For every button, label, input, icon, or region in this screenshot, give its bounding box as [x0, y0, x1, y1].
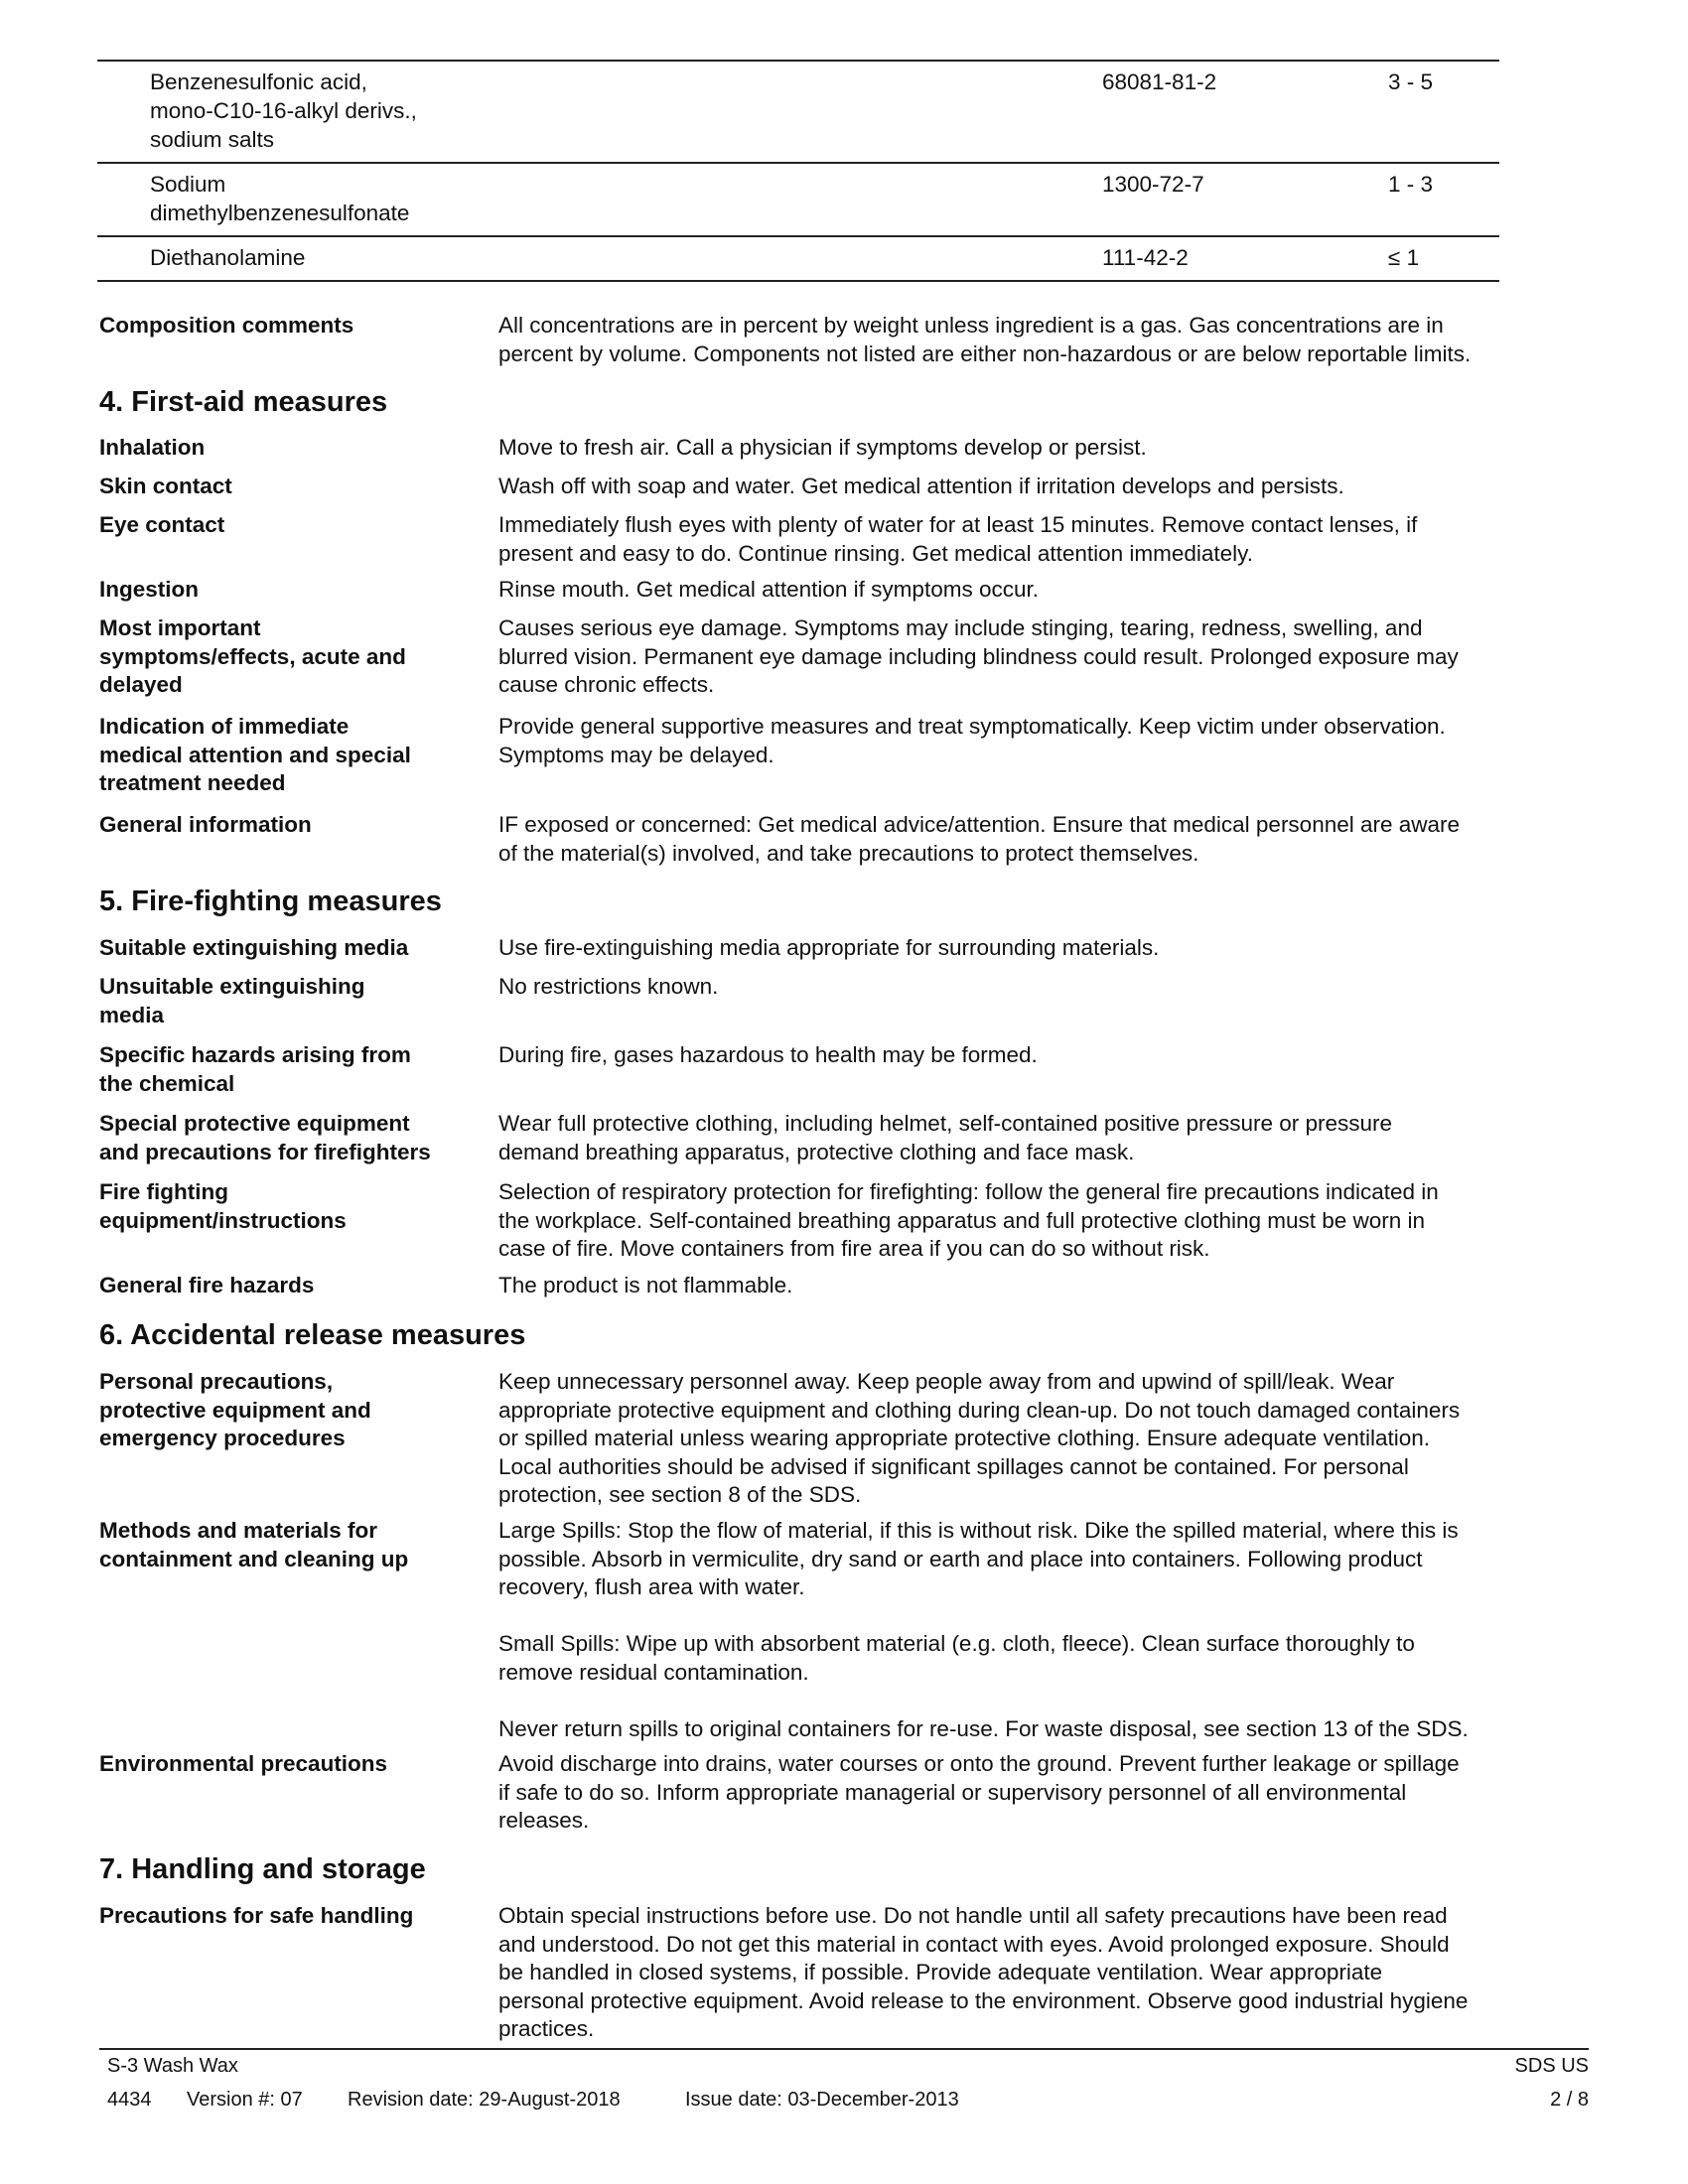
chemical-name: Diethanolamine: [150, 245, 306, 270]
section-heading: 4. First-aid measures: [99, 386, 388, 418]
product-code: 4434: [107, 2089, 152, 2111]
field-label: Composition comments: [99, 313, 354, 338]
doc-type: SDS US: [1514, 2055, 1589, 2077]
revision-date: Revision date: 29-August-2018: [348, 2089, 621, 2111]
field-label: General information: [99, 812, 312, 837]
product-name: S-3 Wash Wax: [107, 2055, 238, 2077]
paragraph: Large Spills: Stop the flow of material, if this is without risk. Dike the spilled material, where this is possible. Absorb in vermiculite, dry sand or earth and place into containers. Following product recovery, flush area with water.: [498, 1518, 1459, 1599]
field-value: IF exposed or concerned: Get medical advice/attention. Ensure that medical personnel are aware of the material(s) involved, and take precautions to protect themselves.: [498, 812, 1461, 866]
table-row: [97, 62, 1499, 164]
field-label: Environmental precautions: [99, 1751, 388, 1776]
field-label: Inhalation: [99, 435, 206, 460]
percent: 3 - 5: [1388, 69, 1434, 94]
field-label: Precautions for safe handling: [99, 1903, 414, 1928]
paragraph: Small Spills: Wipe up with absorbent material (e.g. cloth, fleece). Clean surface thoroughly to remove residual contamination.: [498, 1631, 1415, 1685]
field-value: Selection of respiratory protection for firefighting: follow the general fire precautions indicated in the workplace. Self-contained breathing apparatus and full protective clothing must be worn in case of fire. Move containers from fire area if you can do so without risk.: [498, 1179, 1439, 1261]
field-value: Use fire-extinguishing media appropriate for surrounding materials.: [498, 935, 1160, 960]
section-heading: 5. Fire-fighting measures: [99, 886, 442, 917]
paragraph: Never return spills to original containers for re-use. For waste disposal, see section 13 of the SDS.: [498, 1715, 1469, 1741]
cas-number: 111-42-2: [1102, 245, 1189, 270]
field-label: Personal precautions, protective equipment and emergency procedures: [99, 1369, 371, 1450]
page-number: 2 / 8: [1550, 2089, 1589, 2111]
field-value: The product is not flammable.: [498, 1273, 793, 1297]
footer-divider: [99, 2048, 1589, 2050]
issue-date: Issue date: 03-December-2013: [685, 2089, 959, 2111]
field-label: Most important symptoms/effects, acute and delayed: [99, 615, 406, 697]
field-value: Avoid discharge into drains, water courses or onto the ground. Prevent further leakage or spillage if safe to do so. Inform appropriate managerial or supervisory personnel of all environmental releases.: [498, 1751, 1460, 1833]
field-value: All concentrations are in percent by weight unless ingredient is a gas. Gas concentrations are in percent by volume. Components not listed are either non-hazardous or are below reportable limits.: [498, 313, 1472, 366]
field-value: Move to fresh air. Call a physician if symptoms develop or persist.: [498, 435, 1147, 460]
field-label: Suitable extinguishing media: [99, 935, 409, 960]
field-value: [498, 1517, 1688, 1743]
field-value: Rinse mouth. Get medical attention if symptoms occur.: [498, 577, 1039, 602]
table-row: [97, 237, 1499, 282]
field-value: During fire, gases hazardous to health may be formed.: [498, 1042, 1038, 1067]
field-value: Keep unnecessary personnel away. Keep people away from and upwind of spill/leak. Wear appropriate protective equipment and clothing during clean-up. Do not touch damaged containers or spilled material unless wearing appropriate protective clothing. Ensure adequate ventilation. Local authorities should be advised if significant spillages cannot be contained. For personal protection, see section 8 of the SDS.: [498, 1369, 1461, 1507]
field-value: Wear full protective clothing, including helmet, self-contained positive pressure or pressure demand breathing apparatus, protective clothing and face mask.: [498, 1111, 1393, 1164]
field-label: Special protective equipment and precautions for firefighters: [99, 1111, 431, 1164]
cas-number: 1300-72-7: [1102, 172, 1204, 197]
section-heading: 7. Handling and storage: [99, 1853, 426, 1885]
field-label: Fire fighting equipment/instructions: [99, 1179, 347, 1233]
chemical-name: Sodium dimethylbenzenesulfonate: [150, 172, 410, 225]
field-value: No restrictions known.: [498, 974, 719, 999]
percent: 1 - 3: [1388, 172, 1434, 197]
version: Version #: 07: [187, 2089, 303, 2111]
field-value: Wash off with soap and water. Get medical attention if irritation develops and persists.: [498, 474, 1344, 498]
composition-table: [97, 60, 1499, 282]
section-heading: 6. Accidental release measures: [99, 1319, 526, 1351]
field-label: Specific hazards arising from the chemical: [99, 1042, 411, 1096]
field-label: Skin contact: [99, 474, 232, 498]
field-value: Causes serious eye damage. Symptoms may include stinging, tearing, redness, swelling, and blurred vision. Permanent eye damage including blindness could result. Prolonged exposure may cause chronic effects.: [498, 615, 1459, 697]
field-label: General fire hazards: [99, 1273, 315, 1297]
cas-number: 68081-81-2: [1102, 69, 1217, 94]
field-label: Ingestion: [99, 577, 199, 602]
percent: ≤ 1: [1388, 245, 1420, 270]
table-row: [97, 164, 1499, 237]
field-label: Eye contact: [99, 512, 225, 537]
field-value: Obtain special instructions before use. Do not handle until all safety precautions have been read and understood. Do not get this material in contact with eyes. Avoid prolonged exposure. Should be handled in closed systems, if possible. Provide adequate ventilation. Wear appropriate personal protective equipment. Avoid release to the environment. Observe good industrial hygiene practices.: [498, 1903, 1469, 2041]
field-value: Provide general supportive measures and treat symptomatically. Keep victim under observation. Symptoms may be delayed.: [498, 714, 1446, 767]
field-label: Unsuitable extinguishing media: [99, 974, 365, 1027]
field-label: Methods and materials for containment and cleaning up: [99, 1518, 409, 1571]
field-value: Immediately flush eyes with plenty of water for at least 15 minutes. Remove contact lenses, if present and easy to do. Continue rinsing. Get medical attention immediately.: [498, 512, 1418, 566]
field-label: Indication of immediate medical attention and special treatment needed: [99, 714, 411, 795]
chemical-name: Benzenesulfonic acid, mono-C10-16-alkyl derivs., sodium salts: [150, 69, 417, 152]
